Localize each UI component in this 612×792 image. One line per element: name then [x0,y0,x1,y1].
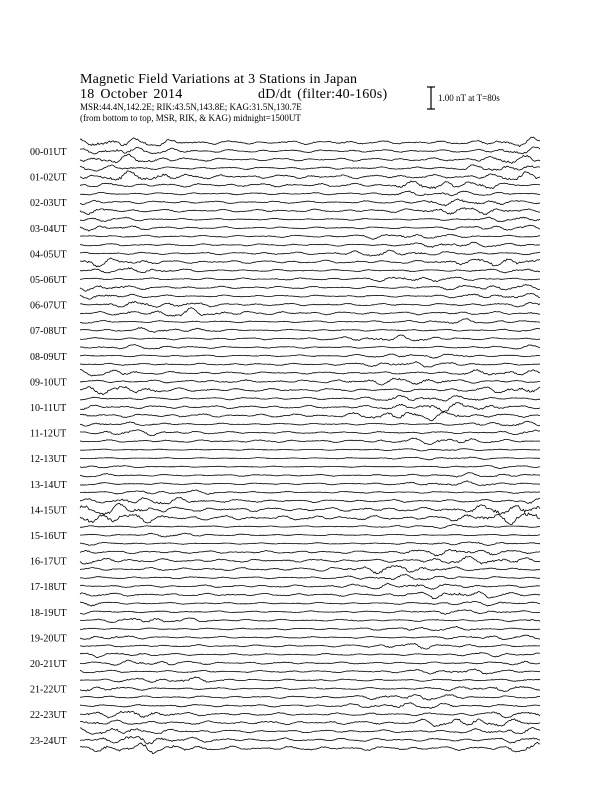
trace-rik [80,403,540,412]
trace-msr [80,411,540,420]
trace-msr [80,181,540,189]
hour-label: 23-24UT [30,735,67,747]
trace-msr [80,542,540,546]
trace-kag [80,242,540,247]
trace-rik [80,277,540,282]
hour-label: 14-15UT [30,505,67,517]
trace-rik [80,327,540,332]
station-coordinates: MSR:44.4N,142.2E; RIK:43.5N,143.8E; KAG:31.5N,130.7E [80,102,302,112]
trace-rik [80,378,540,385]
trace-kag [80,703,540,709]
trace-msr [80,513,540,525]
trace-rik [80,250,540,256]
trace-rik [80,457,540,460]
hour-label: 11-12UT [30,428,67,440]
trace-rik [80,199,540,206]
trace-kag [80,137,540,147]
trace-rik [80,687,540,692]
hour-label: 15-16UT [30,531,67,542]
trace-kag [80,601,540,606]
hour-label: 16-17UT [30,556,67,568]
trace-rik [80,430,540,436]
trace-msr [80,695,540,700]
scale-label: 1.00 nT at T=80s [438,93,500,103]
trace-rik [80,737,540,745]
trace-kag [80,449,540,451]
hour-label: 10-11UT [30,403,67,414]
hour-label: 17-18UT [30,582,67,594]
trace-kag [80,319,540,324]
trace-kag [80,574,540,580]
trace-msr [80,208,540,215]
trace-msr [80,258,540,267]
trace-msr [80,235,540,240]
trace-msr [80,742,540,753]
trace-kag [80,268,540,273]
trace-rik [80,481,540,486]
trace-kag [80,677,540,682]
hour-label: 05-06UT [30,275,67,286]
trace-rik [80,556,540,564]
trace-kag [80,396,540,402]
hour-label: 00-01UT [30,147,67,158]
trace-kag [80,653,540,658]
trace-msr [80,643,540,649]
hour-label: 04-05UT [30,249,67,261]
trace-msr [80,387,540,395]
trace-rik [80,660,540,665]
hour-label: 08-09UT [30,351,67,363]
hour-label: 01-02UT [30,172,67,184]
trace-kag [80,369,540,376]
trace-msr [80,591,540,598]
trace-msr [80,490,540,494]
trace-kag [80,293,540,299]
trace-msr [80,285,540,292]
trace-kag [80,473,540,478]
trace-msr [80,438,540,444]
trace-rik [80,711,540,718]
hour-label: 13-14UT [30,479,67,491]
hour-label: 06-07UT [30,300,67,312]
stacking-note: (from bottom to top, MSR, RIK, & KAG) midnight=1500UT [80,113,301,123]
trace-kag [80,549,540,556]
trace-rik [80,147,540,154]
trace-msr [80,618,540,623]
trace-rik [80,171,540,180]
hour-label: 20-21UT [30,659,67,670]
hour-label: 02-03UT [30,198,67,210]
hour-label: 22-23UT [30,710,67,722]
trace-msr [80,154,540,163]
trace-rik [80,354,540,358]
trace-msr [80,566,540,574]
hour-label: 18-19UT [30,607,67,619]
trace-kag [80,191,540,196]
hour-label: 09-10UT [30,377,67,389]
trace-msr [80,362,540,368]
trace-msr [80,669,540,674]
trace-kag [80,727,540,734]
hour-label: 12-13UT [30,454,67,466]
trace-kag [80,345,540,350]
hour-label: 07-08UT [30,326,67,338]
trace-rik [80,610,540,615]
trace-rik [80,503,540,515]
trace-kag [80,524,540,528]
trace-msr [80,719,540,727]
trace-rik [80,301,540,307]
hour-label: 03-04UT [30,223,67,235]
hour-label: 21-22UT [30,684,67,696]
chart-date: 18 October 2014 [80,87,183,102]
chart-quantity: dD/dt (filter:40-160s) [258,87,388,102]
trace-rik [80,635,540,639]
trace-msr [80,335,540,341]
trace-rik [80,225,540,231]
trace-kag [80,217,540,222]
trace-msr [80,466,540,469]
chart-title: Magnetic Field Variations at 3 Stations in Japan [80,72,358,87]
hour-label: 19-20UT [30,633,67,645]
trace-kag [80,421,540,426]
trace-kag [80,165,540,171]
trace-rik [80,533,540,537]
trace-kag [80,497,540,504]
trace-msr [80,308,540,317]
trace-kag [80,626,540,630]
trace-rik [80,583,540,589]
